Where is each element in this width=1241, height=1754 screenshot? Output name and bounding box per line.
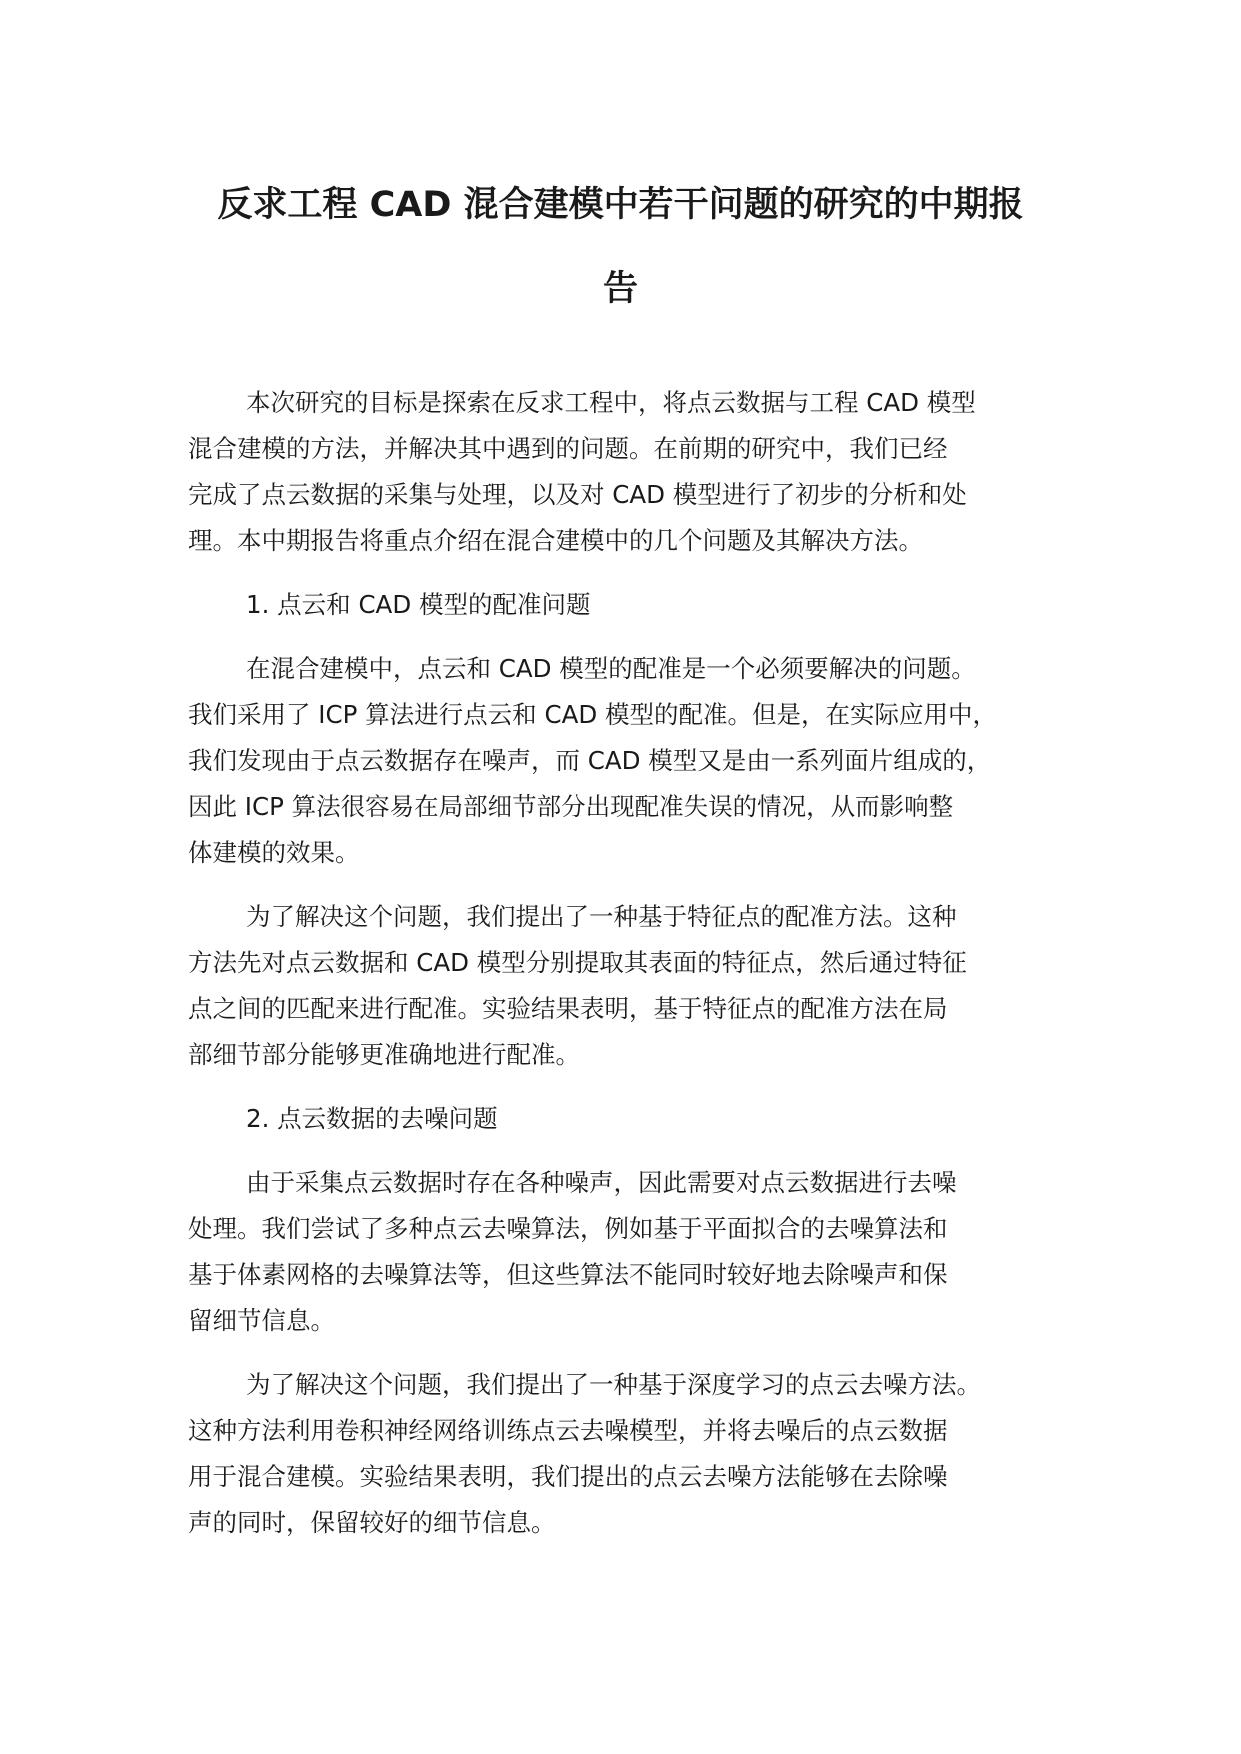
paragraph-denoise-solution (188, 1362, 1073, 1546)
document-title-line-1: 反求工程 CAD 混合建模中若干问题的研究的中期报 (217, 185, 1024, 225)
section-heading-2: 2. 点云数据的去噪问题 (246, 1104, 498, 1133)
paragraph-line: 理。本中期报告将重点介绍在混合建模中的几个问题及其解决方法。 (188, 526, 923, 555)
paragraph-line: 为了解决这个问题，我们提出了一种基于特征点的配准方法。这种 (246, 902, 957, 931)
paragraph-intro (188, 380, 1073, 564)
paragraph-line: 点之间的匹配来进行配准。实验结果表明，基于特征点的配准方法在局 (188, 994, 948, 1023)
paragraph-line: 体建模的效果。 (188, 838, 360, 867)
paragraph-line: 处理。我们尝试了多种点云去噪算法，例如基于平面拟合的去噪算法和 (188, 1214, 948, 1243)
paragraph-denoise-problem (188, 1160, 1073, 1344)
section-heading-1: 1. 点云和 CAD 模型的配准问题 (246, 590, 591, 619)
paragraph-line: 因此 ICP 算法很容易在局部细节部分出现配准失误的情况，从而影响整 (188, 792, 954, 821)
paragraph-line: 用于混合建模。实验结果表明，我们提出的点云去噪方法能够在去除噪 (188, 1462, 948, 1491)
paragraph-line: 完成了点云数据的采集与处理，以及对 CAD 模型进行了初步的分析和处 (188, 480, 967, 509)
paragraph-line: 这种方法利用卷积神经网络训练点云去噪模型，并将去噪后的点云数据 (188, 1416, 948, 1445)
paragraph-line: 本次研究的目标是探索在反求工程中，将点云数据与工程 CAD 模型 (246, 388, 976, 417)
paragraph-line: 我们采用了 ICP 算法进行点云和 CAD 模型的配准。但是，在实际应用中， (188, 700, 997, 729)
document-body (188, 380, 1073, 1564)
paragraph-registration-solution (188, 894, 1073, 1078)
paragraph-line: 为了解决这个问题，我们提出了一种基于深度学习的点云去噪方法。 (246, 1370, 981, 1399)
paragraph-line: 部细节部分能够更准确地进行配准。 (188, 1040, 580, 1069)
paragraph-line: 混合建模的方法，并解决其中遇到的问题。在前期的研究中，我们已经 (188, 434, 948, 463)
paragraph-line: 留细节信息。 (188, 1306, 335, 1335)
document-title-line-2: 告 (602, 269, 638, 309)
paragraph-line: 声的同时，保留较好的细节信息。 (188, 1508, 556, 1537)
paragraph-registration-problem (188, 646, 1073, 876)
paragraph-line: 方法先对点云数据和 CAD 模型分别提取其表面的特征点，然后通过特征 (188, 948, 967, 977)
paragraph-line: 我们发现由于点云数据存在噪声，而 CAD 模型又是由一系列面片组成的， (188, 746, 992, 775)
paragraph-line: 在混合建模中，点云和 CAD 模型的配准是一个必须要解决的问题。 (246, 654, 976, 683)
paragraph-line: 由于采集点云数据时存在各种噪声，因此需要对点云数据进行去噪 (246, 1168, 957, 1197)
paragraph-line: 基于体素网格的去噪算法等，但这些算法不能同时较好地去除噪声和保 (188, 1260, 948, 1289)
